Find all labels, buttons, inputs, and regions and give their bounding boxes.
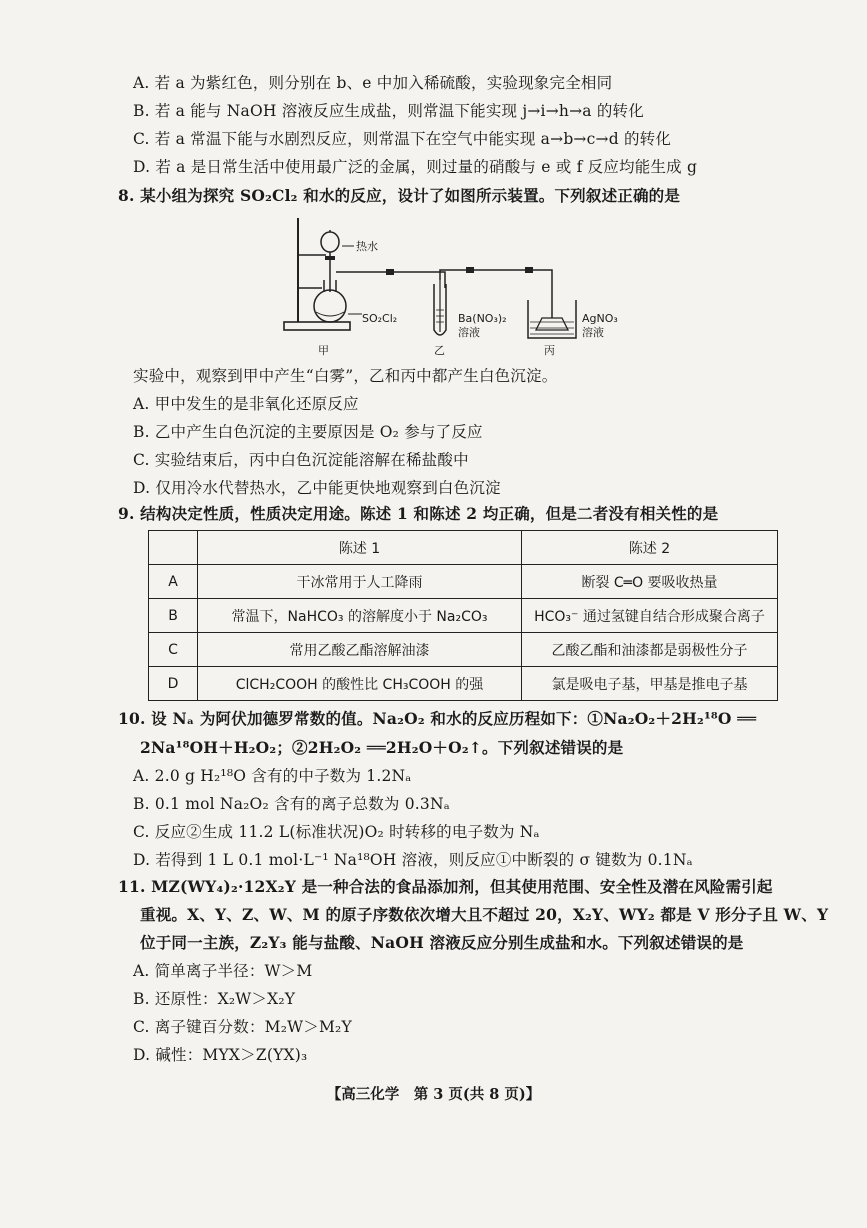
- q10-stem-line-1: 10. 设 Nₐ 为阿伏加德罗常数的值。Na₂O₂ 和水的反应历程如下：①Na₂O₂＋2H₂¹⁸O ══: [118, 709, 757, 728]
- table-cell: C: [149, 633, 198, 667]
- table-header-row: [149, 531, 778, 565]
- label-jia: 甲: [318, 344, 329, 357]
- table-cell: 常温下，NaHCO₃ 的溶解度小于 Na₂CO₃: [198, 599, 522, 633]
- q11-option-c: C. 离子键百分数：M₂W＞M₂Y: [133, 1018, 352, 1036]
- table-cell: ClCH₂COOH 的酸性比 CH₃COOH 的强: [198, 667, 522, 701]
- q7-option-b: B. 若 a 能与 NaOH 溶液反应生成盐，则常温下能实现 j→i→h→a 的转化: [133, 102, 644, 120]
- q11-option-d: D. 碱性：MYX＞Z(YX)₃: [133, 1046, 308, 1064]
- q10-option-c: C. 反应②生成 11.2 L(标准状况)O₂ 时转移的电子数为 Nₐ: [133, 823, 540, 841]
- table-cell: 乙酸乙酯和油漆都是弱极性分子: [522, 633, 778, 667]
- q11-stem-line-1: 11. MZ(WY₄)₂·12X₂Y 是一种合法的食品添加剂，但其使用范围、安全性及潜在风险需引起: [118, 877, 773, 896]
- q7-option-a: A. 若 a 为紫红色，则分别在 b、e 中加入稀硫酸，实验现象完全相同: [133, 74, 613, 92]
- q8-option-b: B. 乙中产生白色沉淀的主要原因是 O₂ 参与了反应: [133, 423, 483, 441]
- q7-option-c: C. 若 a 常温下能与水剧烈反应，则常温下在空气中能实现 a→b→c→d 的转化: [133, 130, 672, 148]
- table-header-cell: 陈述 2: [522, 531, 778, 565]
- table-cell: B: [149, 599, 198, 633]
- q9-stem: 9. 结构决定性质，性质决定用途。陈述 1 和陈述 2 均正确，但是二者没有相关性的是: [118, 504, 719, 523]
- q10-option-a: A. 2.0 g H₂¹⁸O 含有的中子数为 1.2Nₐ: [133, 767, 412, 785]
- q11-stem-line-3: 位于同一主族，Z₂Y₃ 能与盐酸、NaOH 溶液反应分别生成盐和水。下列叙述错误的是: [140, 933, 744, 952]
- q8-option-d: D. 仅用冷水代替热水，乙中能更快地观察到白色沉淀: [133, 479, 501, 497]
- table-cell: HCO₃⁻ 通过氢键自结合形成聚合离子: [522, 599, 778, 633]
- q11-option-b: B. 还原性：X₂W＞X₂Y: [133, 990, 296, 1008]
- separatory-funnel: [321, 232, 339, 252]
- label-hot-water: 热水: [356, 240, 378, 253]
- q10-stem-line-2: 2Na¹⁸OH＋H₂O₂；②2H₂O₂ ══2H₂O＋O₂↑。下列叙述错误的是: [140, 738, 624, 757]
- q8-stem: 8. 某小组为探究 SO₂Cl₂ 和水的反应，设计了如图所示装置。下列叙述正确的是: [118, 186, 681, 205]
- q8-option-a: A. 甲中发生的是非氧化还原反应: [133, 395, 359, 413]
- table-cell: D: [149, 667, 198, 701]
- table-row: [149, 565, 778, 599]
- stopcock: [325, 256, 335, 260]
- tube-yi-to-bing: [440, 270, 552, 318]
- label-ba-solution-2: 溶液: [458, 326, 480, 339]
- q11-stem-line-2: 重视。X、Y、Z、W、M 的原子序数依次增大且不超过 20，X₂Y、WY₂ 都是 V 形分子且 W、Y: [140, 905, 829, 924]
- label-ag-solution-2: 溶液: [582, 326, 604, 339]
- q11-option-a: A. 简单离子半径：W＞M: [133, 962, 313, 980]
- label-reagent: SO₂Cl₂: [362, 312, 398, 325]
- q7-option-d: D. 若 a 是日常生活中使用最广泛的金属，则过量的硝酸与 e 或 f 反应均能生成 g: [133, 158, 698, 176]
- table-cell: 断裂 C═O 要吸收热量: [522, 565, 778, 599]
- q9-table: [148, 530, 778, 701]
- label-yi: 乙: [434, 344, 445, 357]
- q8-observation: 实验中，观察到甲中产生“白雾”，乙和丙中都产生白色沉淀。: [133, 367, 558, 385]
- table-cell: 常用乙酸乙酯溶解油漆: [198, 633, 522, 667]
- label-bing: 丙: [544, 344, 555, 357]
- label-ag-solution-1: AgNO₃: [582, 312, 618, 325]
- table-cell: 干冰常用于人工降雨: [198, 565, 522, 599]
- table-cell: 氯是吸电子基，甲基是推电子基: [522, 667, 778, 701]
- table-header-cell: [149, 531, 198, 565]
- q8-option-c: C. 实验结束后，丙中白色沉淀能溶解在稀盐酸中: [133, 451, 469, 469]
- q8-apparatus-diagram: [270, 210, 650, 360]
- table-row: [149, 667, 778, 701]
- page-footer: 【高三化学 第 3 页(共 8 页)】: [326, 1086, 541, 1103]
- label-ba-solution-1: Ba(NO₃)₂: [458, 312, 507, 325]
- q10-option-b: B. 0.1 mol Na₂O₂ 含有的离子总数为 0.3Nₐ: [133, 795, 450, 813]
- stand-base: [284, 322, 350, 330]
- table-row: [149, 633, 778, 667]
- table-cell: A: [149, 565, 198, 599]
- table-row: [149, 599, 778, 633]
- q10-option-d: D. 若得到 1 L 0.1 mol·L⁻¹ Na¹⁸OH 溶液，则反应①中断裂的 σ 键数为 0.1Nₐ: [133, 851, 693, 869]
- table-header-cell: 陈述 1: [198, 531, 522, 565]
- round-flask: [314, 290, 346, 322]
